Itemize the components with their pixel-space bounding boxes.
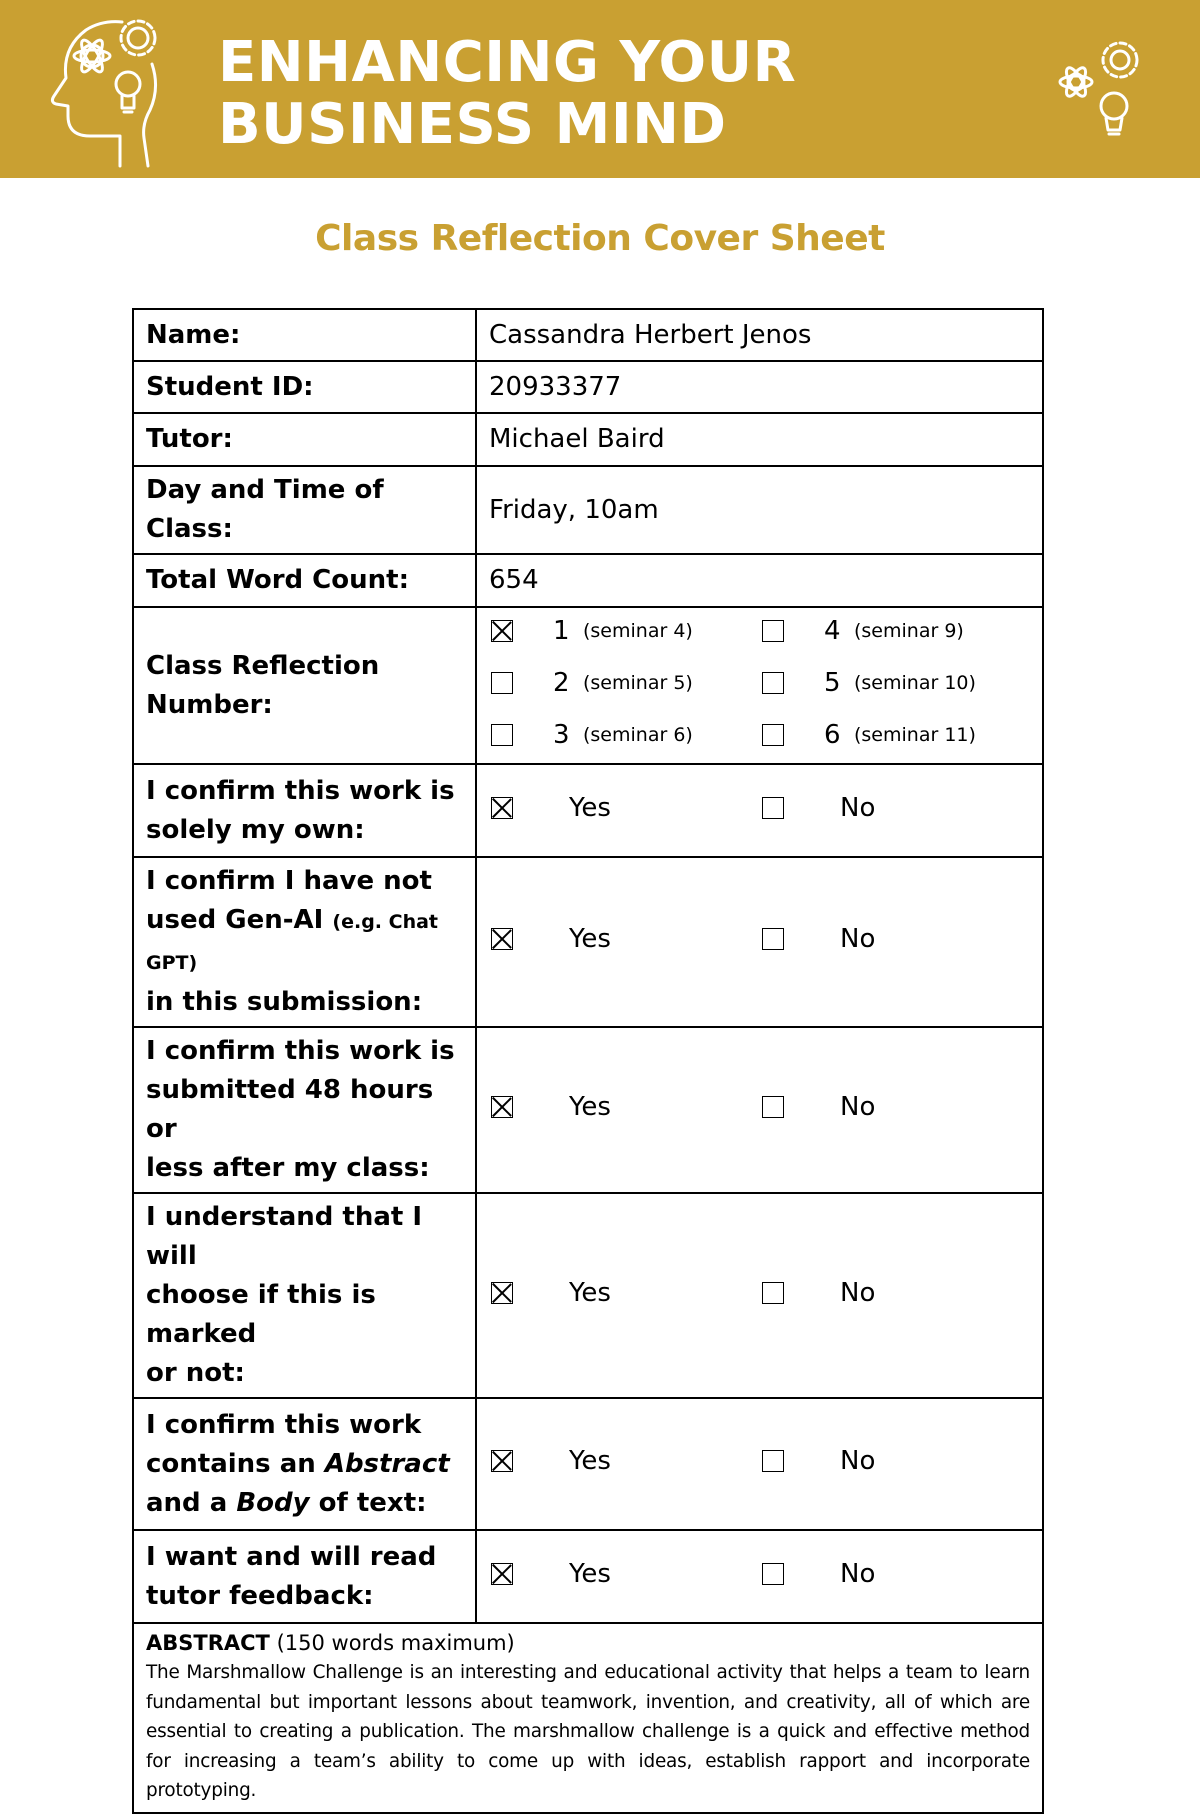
- reflection-option-seminar: (seminar 9): [854, 620, 964, 642]
- reflection-option-seminar: (seminar 6): [583, 724, 693, 746]
- no-genai-label-line3: in this submission:: [146, 987, 423, 1017]
- marked-choice-options: [476, 1193, 1043, 1398]
- own-work-label-line2: solely my own:: [146, 814, 365, 845]
- reflection-option-number: 3: [553, 720, 570, 750]
- no-genai-label-line2a: used Gen-AI: [146, 905, 324, 935]
- abstract-word: Abstract: [324, 1448, 450, 1479]
- abstract-body-label-line2a: contains an: [146, 1448, 316, 1479]
- feedback-no-option[interactable]: [762, 1559, 875, 1589]
- no-label: No: [840, 1092, 876, 1122]
- feedback-row: [133, 1530, 1043, 1623]
- reflection-number-row: [133, 607, 1043, 764]
- abstract-body-label-line1: I confirm this work: [146, 1409, 422, 1440]
- checked-checkbox-icon[interactable]: [491, 620, 513, 642]
- reflection-option-seminar: (seminar 4): [583, 620, 693, 642]
- own-work-label-line1: I confirm this work is: [146, 775, 455, 806]
- reflection-option-number: 1: [553, 616, 570, 646]
- checked-checkbox-icon[interactable]: [491, 1282, 513, 1304]
- abstract-body-options: [476, 1398, 1043, 1530]
- word-count-row: [133, 554, 1043, 607]
- reflection-number-label: [133, 607, 476, 764]
- checkbox-icon[interactable]: [762, 928, 784, 950]
- banner-title-line1: ENHANCING YOUR: [218, 30, 797, 95]
- body-word: Body: [236, 1487, 310, 1518]
- no-label: No: [840, 1277, 876, 1308]
- own-work-no-option[interactable]: [762, 793, 875, 823]
- within-48h-options: [476, 1027, 1043, 1193]
- within-48h-label: [133, 1027, 476, 1193]
- abstract-body-yes-option[interactable]: [491, 1446, 611, 1476]
- no-genai-no-option[interactable]: [762, 924, 875, 954]
- name-row: [133, 309, 1043, 361]
- within-48h-no-option[interactable]: [762, 1092, 875, 1122]
- day-time-row: [133, 466, 1043, 554]
- reflection-option-1[interactable]: [491, 616, 693, 646]
- word-count-value[interactable]: 654: [476, 554, 1043, 607]
- reflection-option-5[interactable]: [762, 668, 976, 698]
- within-48h-label-line1: I confirm this work is: [146, 1036, 455, 1066]
- no-label: No: [840, 792, 876, 823]
- reflection-option-4[interactable]: [762, 616, 964, 646]
- no-label: No: [840, 1558, 876, 1589]
- feedback-label-line2: tutor feedback:: [146, 1580, 374, 1611]
- no-label: No: [840, 924, 876, 954]
- within-48h-row: [133, 1027, 1043, 1193]
- marked-choice-label: [133, 1193, 476, 1398]
- tutor-label: Tutor:: [133, 413, 476, 466]
- tutor-value[interactable]: Michael Baird: [476, 413, 1043, 466]
- student-id-row: [133, 361, 1043, 413]
- tutor-row: [133, 413, 1043, 466]
- checkbox-icon[interactable]: [491, 724, 513, 746]
- abstract-heading-label: ABSTRACT: [146, 1631, 270, 1655]
- abstract-body-label-line3c: of text:: [318, 1487, 427, 1518]
- marked-choice-label-line1: I understand that I will: [146, 1202, 423, 1271]
- abstract-row: [133, 1623, 1043, 1813]
- name-value[interactable]: Cassandra Herbert Jenos: [476, 309, 1043, 361]
- reflection-option-2[interactable]: [491, 668, 693, 698]
- reflection-option-6[interactable]: [762, 720, 976, 750]
- own-work-yes-option[interactable]: [491, 793, 611, 823]
- checked-checkbox-icon[interactable]: [491, 1450, 513, 1472]
- within-48h-label-line2: submitted 48 hours or: [146, 1075, 434, 1144]
- reflection-option-number: 4: [824, 616, 841, 646]
- reflection-option-number: 5: [824, 668, 841, 698]
- yes-label: Yes: [569, 792, 611, 823]
- reflection-option-seminar: (seminar 5): [583, 672, 693, 694]
- reflection-option-3[interactable]: [491, 720, 693, 750]
- banner-title-line2: BUSINESS MIND: [218, 92, 727, 157]
- own-work-row: [133, 764, 1043, 857]
- no-genai-label-line1: I confirm I have not: [146, 866, 432, 896]
- yes-label: Yes: [569, 1092, 611, 1122]
- yes-label: Yes: [569, 924, 611, 954]
- checkbox-icon[interactable]: [762, 724, 784, 746]
- reflection-option-number: 2: [553, 668, 570, 698]
- word-count-label: Total Word Count:: [133, 554, 476, 607]
- checkbox-icon[interactable]: [762, 1563, 784, 1585]
- abstract-body-no-option[interactable]: [762, 1446, 875, 1476]
- marked-choice-yes-option[interactable]: [491, 1278, 611, 1308]
- reflection-option-seminar: (seminar 10): [854, 672, 976, 694]
- abstract-body-label: [133, 1398, 476, 1530]
- abstract-cell: [133, 1623, 1043, 1813]
- no-genai-options: [476, 857, 1043, 1027]
- day-time-value[interactable]: Friday, 10am: [476, 466, 1043, 554]
- student-id-label: Student ID:: [133, 361, 476, 413]
- abstract-body-label-line2: [146, 1445, 463, 1484]
- feedback-label: [133, 1530, 476, 1623]
- reflection-option-number: 6: [824, 720, 841, 750]
- checkbox-icon[interactable]: [762, 620, 784, 642]
- abstract-heading: [146, 1628, 1030, 1658]
- checkbox-icon[interactable]: [491, 672, 513, 694]
- yes-label: Yes: [569, 1277, 611, 1308]
- yes-label: Yes: [569, 1558, 611, 1589]
- no-genai-yes-option[interactable]: [491, 924, 611, 954]
- gears-bulb-atom-icon: [1050, 34, 1160, 144]
- student-id-value[interactable]: 20933377: [476, 361, 1043, 413]
- checkbox-icon[interactable]: [762, 1282, 784, 1304]
- no-genai-label-line2: [146, 901, 463, 983]
- no-genai-label: [133, 857, 476, 1027]
- checked-checkbox-icon[interactable]: [491, 928, 513, 950]
- feedback-label-line1: I want and will read: [146, 1541, 437, 1572]
- abstract-text[interactable]: The Marshmallow Challenge is an interesting and educational activity that helps a team to learn fundamental but important lessons about teamwork, invention, and creativity, all of which are essential to creating a publication. The marshmallow challenge is a quick and effective method for increasing a team’s ability to come up with ideas, establish rapport and incorporate prototyping.: [146, 1662, 1030, 1801]
- reflection-option-seminar: (seminar 11): [854, 724, 976, 746]
- own-work-options: [476, 764, 1043, 857]
- abstract-body-label-line3: [146, 1484, 463, 1523]
- within-48h-yes-option[interactable]: [491, 1092, 611, 1122]
- no-genai-example: (e.g. Chat GPT): [146, 911, 439, 974]
- marked-choice-row: [133, 1193, 1043, 1398]
- feedback-yes-option[interactable]: [491, 1559, 611, 1589]
- banner-title: [218, 32, 796, 156]
- abstract-body-label-line3a: and a: [146, 1487, 228, 1518]
- checked-checkbox-icon[interactable]: [491, 1563, 513, 1585]
- name-label: Name:: [133, 309, 476, 361]
- checkbox-icon[interactable]: [762, 1096, 784, 1118]
- own-work-label: [133, 764, 476, 857]
- reflection-number-label-line1: Class Reflection: [146, 650, 380, 681]
- marked-choice-no-option[interactable]: [762, 1278, 875, 1308]
- checkbox-icon[interactable]: [762, 797, 784, 819]
- yes-label: Yes: [569, 1446, 611, 1476]
- no-label: No: [840, 1446, 876, 1476]
- no-genai-row: [133, 857, 1043, 1027]
- marked-choice-label-line3: or not:: [146, 1358, 245, 1388]
- abstract-body-row: [133, 1398, 1043, 1530]
- abstract-word-limit: (150 words maximum): [276, 1631, 515, 1655]
- within-48h-label-line3: less after my class:: [146, 1153, 430, 1183]
- checked-checkbox-icon[interactable]: [491, 1096, 513, 1118]
- feedback-options: [476, 1530, 1043, 1623]
- marked-choice-label-line2: choose if this is marked: [146, 1280, 376, 1349]
- reflection-number-label-line2: Number:: [146, 689, 273, 720]
- header-banner: [0, 0, 1200, 178]
- cover-sheet-table: [132, 308, 1044, 1814]
- checkbox-icon[interactable]: [762, 672, 784, 694]
- head-with-gears-icon: [40, 8, 170, 168]
- page-title: Class Reflection Cover Sheet: [315, 218, 885, 259]
- checkbox-icon[interactable]: [762, 1450, 784, 1472]
- reflection-number-options: [476, 607, 1043, 764]
- day-time-label: Day and Time of Class:: [133, 466, 476, 554]
- checked-checkbox-icon[interactable]: [491, 797, 513, 819]
